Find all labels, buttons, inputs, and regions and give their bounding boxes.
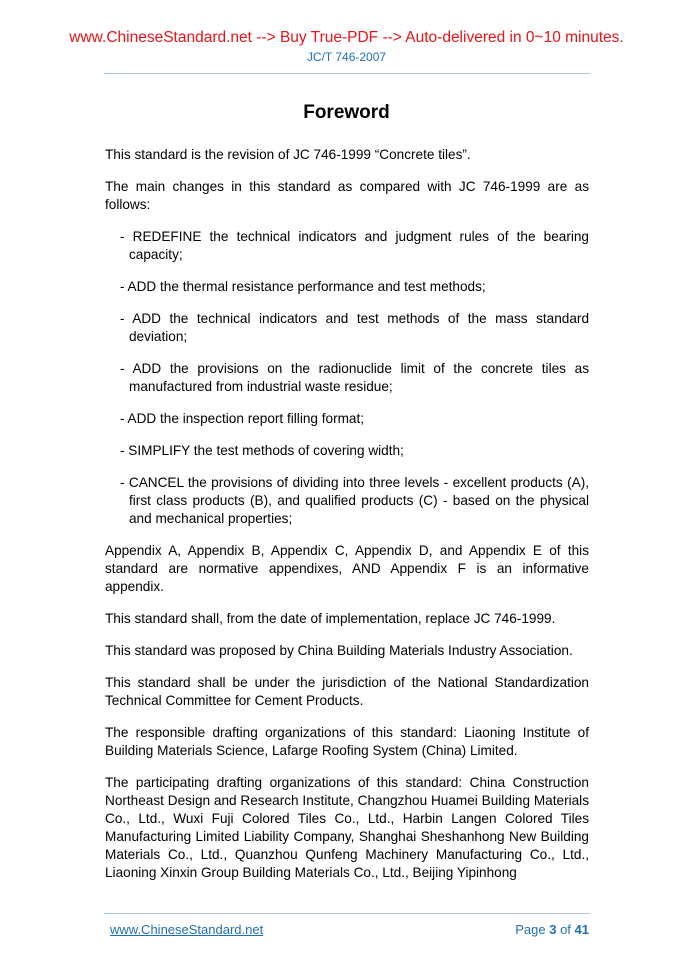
paragraph: This standard was proposed by China Building Materials Industry Association.	[105, 643, 573, 658]
paragraph: This standard shall, from the date of implementation, replace JC 746-1999.	[105, 611, 556, 626]
footer-website-link[interactable]: www.ChineseStandard.net	[110, 922, 264, 937]
page-indicator	[515, 922, 589, 937]
header-divider	[104, 73, 590, 74]
list-item: - ADD the provisions on the radionuclide limit of the concrete tiles as manufactured from industrial waste residue;	[120, 361, 589, 394]
document-body	[105, 146, 589, 896]
promo-banner[interactable]: www.ChineseStandard.net --> Buy True-PDF --> Auto-delivered in 0~10 minutes.	[69, 29, 624, 46]
paragraph: The participating drafting organizations of this standard: China Construction Northeast Design and Research Institute, Changzhou Huamei Building Materials Co., Ltd., Wuxi Fuji Colored Tiles Co., Ltd., Harbin Langen Colored Tiles Manufacturing Limited Liability Company, Shanghai Sheshanhong New Building Materials Co., Ltd., Quanzhou Qunfeng Machinery Manufacturing Co., Ltd., Liaoning Xinxin Group Building Materials Co., Ltd., Beijing Yipinhong	[105, 775, 589, 880]
page-prefix: Page	[515, 922, 550, 937]
list-item: - REDEFINE the technical indicators and judgment rules of the bearing capacity;	[120, 229, 589, 262]
list-item: - SIMPLIFY the test methods of covering width;	[120, 443, 404, 458]
list-item: - ADD the thermal resistance performance and test methods;	[120, 279, 486, 294]
paragraph: Appendix A, Appendix B, Appendix C, Appendix D, and Appendix E of this standard are normative appendixes, AND Appendix F is an informative appendix.	[105, 543, 589, 594]
footer-divider	[104, 913, 590, 914]
page-title: Foreword	[303, 102, 390, 123]
paragraph: This standard is the revision of JC 746-1999 “Concrete tiles”.	[105, 147, 471, 162]
page-current: 3	[549, 922, 557, 937]
list-item: - ADD the inspection report filling format;	[120, 411, 365, 426]
paragraph: The responsible drafting organizations of this standard: Liaoning Institute of Building Materials Science, Lafarge Roofing System (China) Limited.	[105, 725, 589, 758]
page-total: 41	[574, 922, 589, 937]
page-of: of	[556, 922, 575, 937]
paragraph: The main changes in this standard as compared with JC 746-1999 are as follows:	[105, 179, 589, 212]
document-number: JC/T 746-2007	[306, 50, 387, 64]
list-item: - CANCEL the provisions of dividing into three levels - excellent products (A), first class products (B), and qualified products (C) - based on the physical and mechanical properties;	[120, 475, 589, 526]
list-item: - ADD the technical indicators and test methods of the mass standard deviation;	[120, 311, 589, 344]
paragraph: This standard shall be under the jurisdiction of the National Standardization Technical Committee for Cement Products.	[105, 675, 589, 708]
